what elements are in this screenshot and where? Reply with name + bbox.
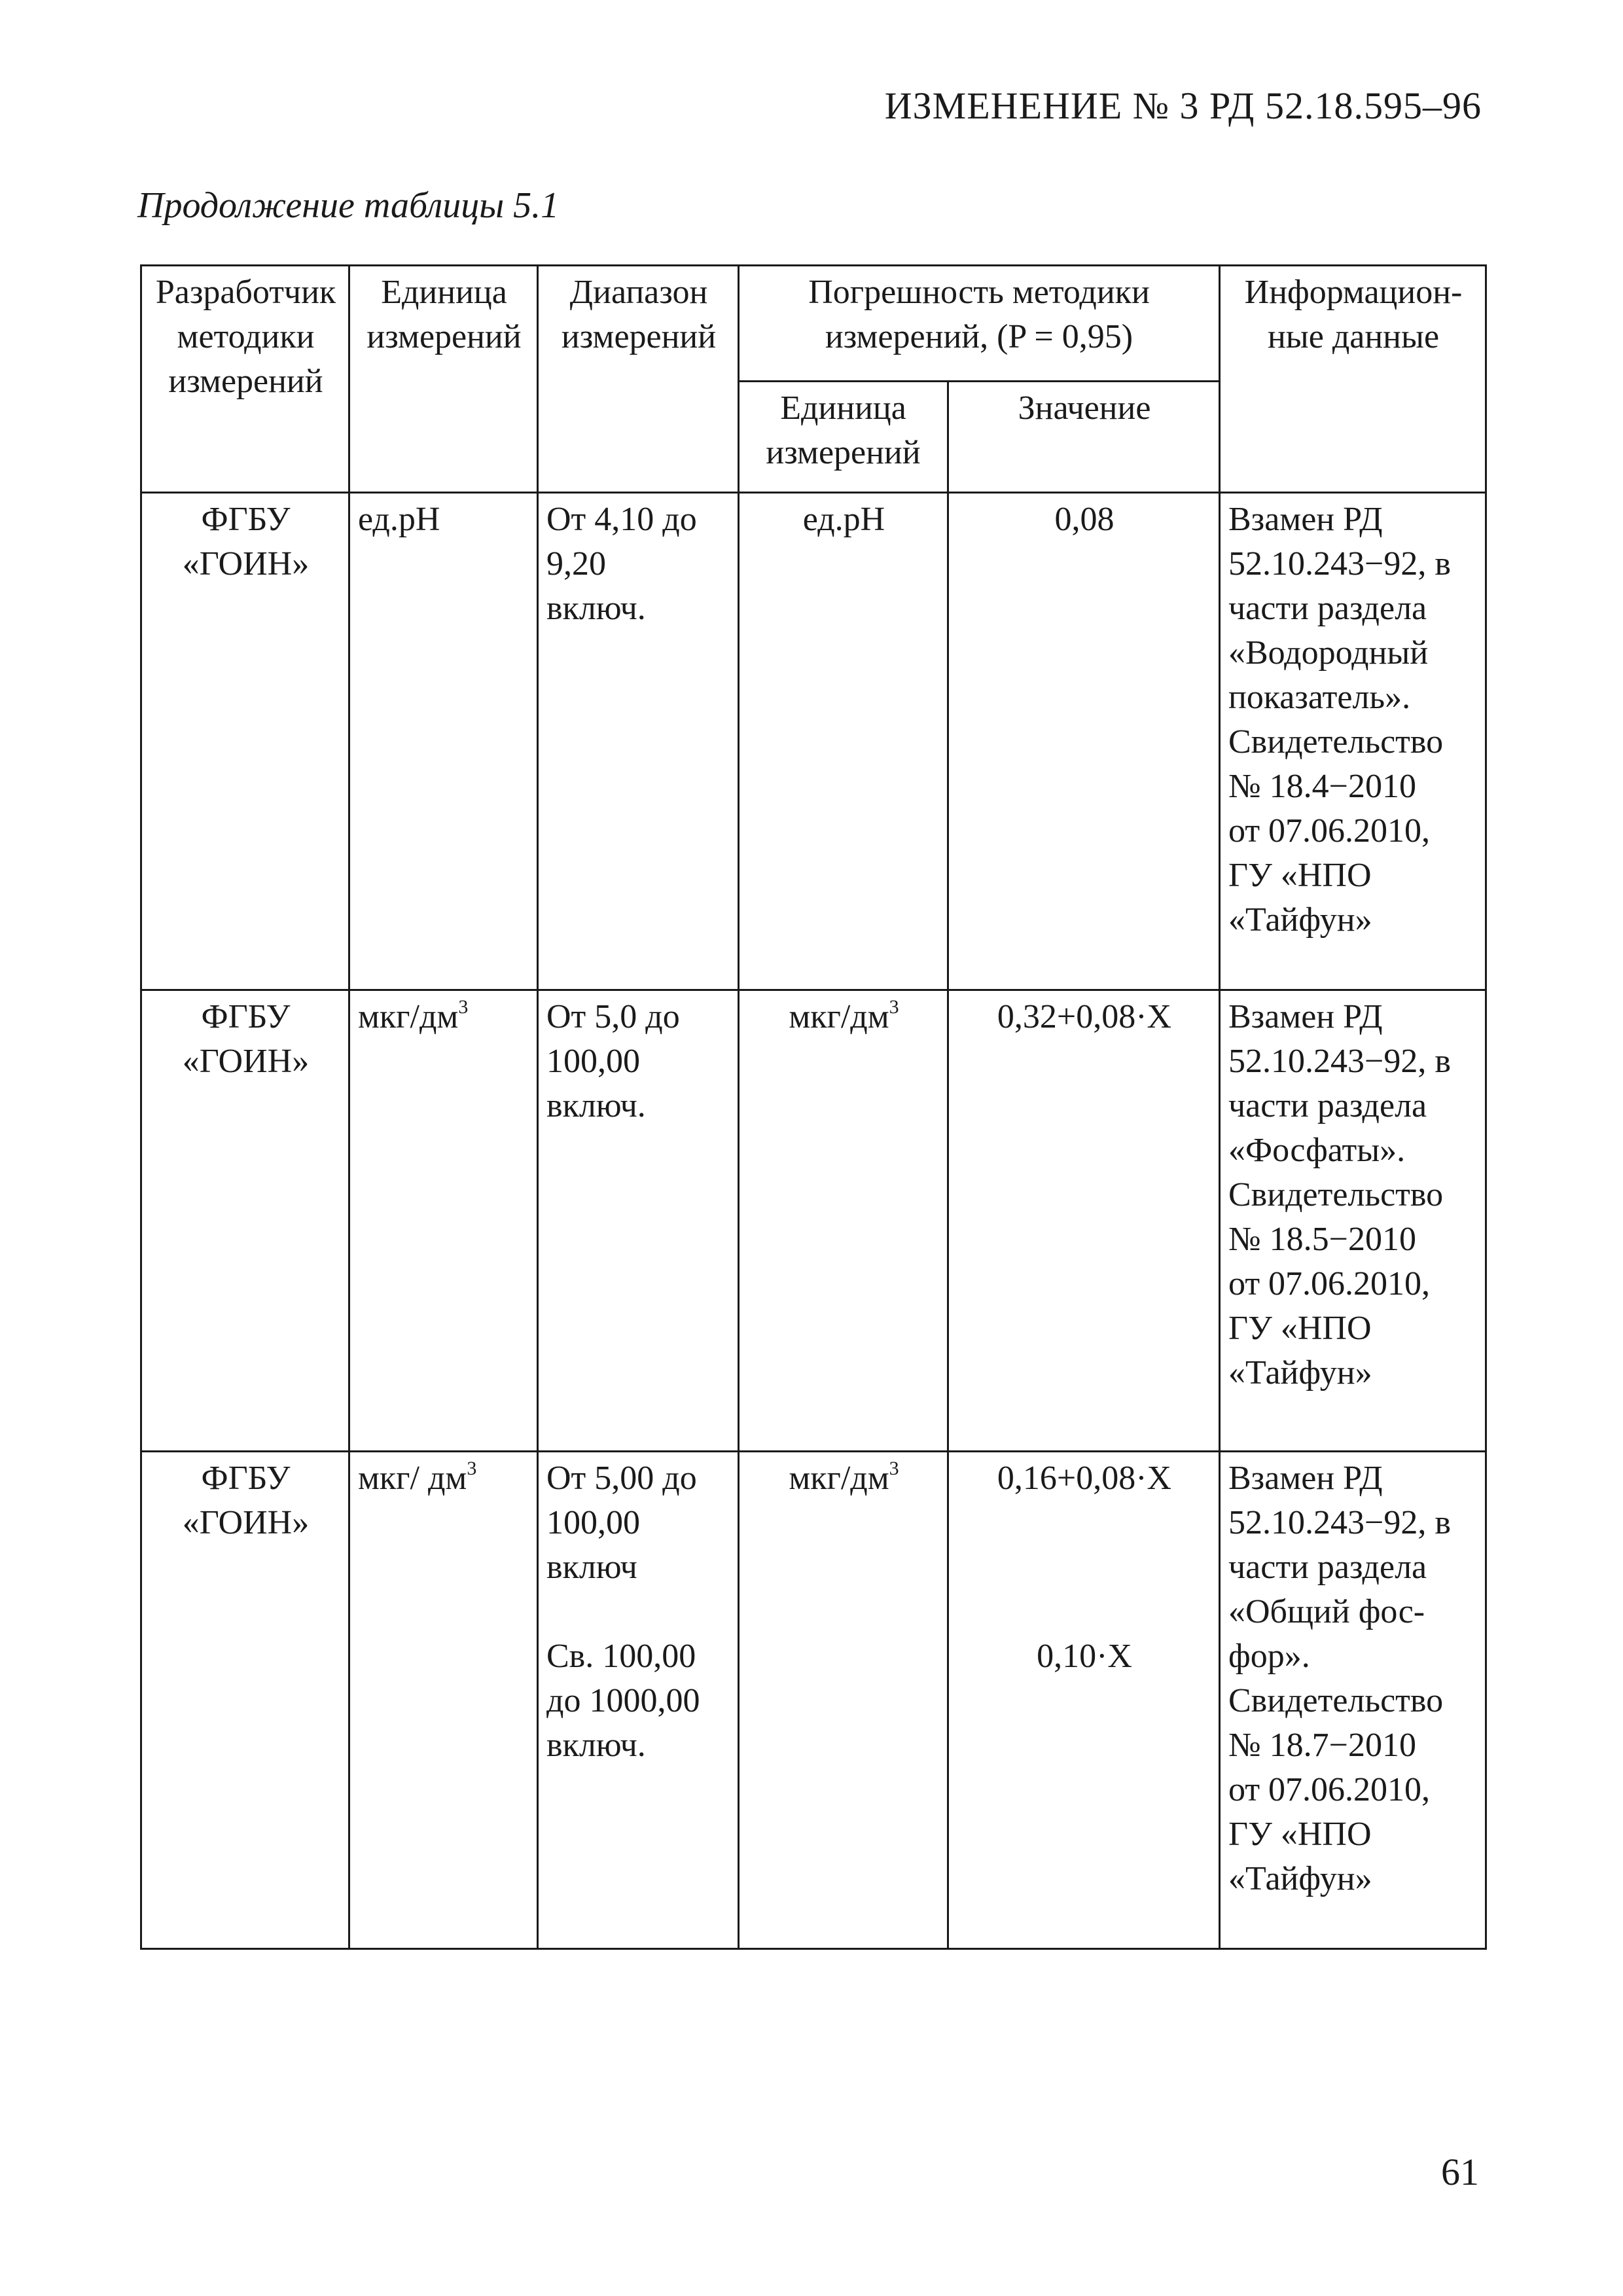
cell-line: части раздела — [1228, 1087, 1427, 1124]
developer-cell — [141, 493, 349, 990]
cell-line: от 07.06.2010, — [1228, 1265, 1431, 1302]
header-developer: Разработчик методики измерений — [141, 266, 349, 493]
cell-line: фор». — [1228, 1638, 1310, 1675]
cell-line: 9,20 — [546, 545, 606, 583]
developer-cell — [141, 990, 349, 1452]
header-info: Информацион-ные данные — [1220, 266, 1486, 493]
error-value-cell — [948, 990, 1220, 1452]
table-continuation-caption: Продолжение таблицы 5.1 — [137, 185, 560, 226]
info-cell — [1220, 990, 1486, 1452]
unit-text: мкг/дм — [789, 1460, 889, 1497]
range-cell — [538, 493, 739, 990]
cell-line: 52.10.243−92, в — [1228, 1504, 1451, 1541]
cell-line: ГУ «НПО — [1228, 1310, 1372, 1347]
cell-line: Взамен РД — [1228, 501, 1383, 538]
cell-line: От 5,0 до — [546, 998, 680, 1035]
table-row — [141, 1452, 1486, 1949]
cell-line: «ГОИН» — [182, 1043, 310, 1080]
cell-line: до 1000,00 — [546, 1682, 700, 1719]
error-unit-cell — [739, 990, 948, 1452]
cell-line: «ГОИН» — [182, 545, 310, 583]
cell-line: Св. 100,00 — [546, 1638, 696, 1675]
error-value-primary: 0,16+0,08·X — [997, 1460, 1172, 1497]
cell-line: Свидетельство — [1228, 1682, 1444, 1719]
cell-line: Взамен РД — [1228, 998, 1383, 1035]
cell-line: от 07.06.2010, — [1228, 812, 1431, 850]
cell-line: 52.10.243−92, в — [1228, 1043, 1451, 1080]
cell-line: От 5,00 до — [546, 1460, 697, 1497]
cell-line: Взамен РД — [1228, 1460, 1383, 1497]
cell-line: ГУ «НПО — [1228, 857, 1372, 894]
unit-exponent: 3 — [458, 996, 469, 1018]
cell-line: 100,00 — [546, 1504, 640, 1541]
unit-text: мкг/ дм — [358, 1460, 467, 1497]
table-row — [141, 493, 1486, 990]
cell-line: части раздела — [1228, 590, 1427, 627]
page-number: 61 — [1441, 2151, 1479, 2193]
cell-line: 100,00 — [546, 1043, 640, 1080]
header-unit: Единица измерений — [349, 266, 538, 493]
range-spacer — [546, 1590, 731, 1634]
unit-text: ед.pH — [358, 501, 440, 538]
cell-line: Свидетельство — [1228, 1176, 1444, 1213]
cell-line: «Общий фос- — [1228, 1593, 1425, 1630]
header-error-unit: Единица измерений — [739, 382, 948, 493]
cell-line: ГУ «НПО — [1228, 1816, 1372, 1853]
cell-line: включ. — [546, 590, 646, 627]
unit-cell — [349, 1452, 538, 1949]
info-cell — [1220, 493, 1486, 990]
unit-text: мкг/дм — [789, 998, 889, 1035]
cell-line: ФГБУ — [201, 501, 291, 538]
table-row — [141, 990, 1486, 1452]
range-cell — [538, 1452, 739, 1949]
cell-line: ФГБУ — [201, 1460, 291, 1497]
cell-line: «Водородный — [1228, 634, 1429, 672]
error-value-primary: 0,08 — [1054, 501, 1115, 538]
value-spacer — [957, 1590, 1212, 1634]
unit-text: мкг/дм — [358, 998, 459, 1035]
cell-line: «Тайфун» — [1228, 1860, 1372, 1897]
cell-line: включ. — [546, 1727, 646, 1764]
cell-line: 52.10.243−92, в — [1228, 545, 1451, 583]
cell-line: части раздела — [1228, 1549, 1427, 1586]
unit-text: ед.pH — [802, 501, 885, 538]
error-value-cell — [948, 493, 1220, 990]
cell-line: «ГОИН» — [182, 1504, 310, 1541]
info-cell — [1220, 1452, 1486, 1949]
unit-cell — [349, 493, 538, 990]
value-spacer — [957, 1545, 1212, 1590]
cell-line: показатель». — [1228, 679, 1411, 716]
error-value-secondary: 0,10·X — [1037, 1638, 1132, 1675]
header-error-value: Значение — [948, 382, 1220, 493]
error-unit-cell — [739, 1452, 948, 1949]
error-unit-cell — [739, 493, 948, 990]
error-value-cell — [948, 1452, 1220, 1949]
range-cell — [538, 990, 739, 1452]
cell-line: включ. — [546, 1087, 646, 1124]
cell-line: «Фосфаты». — [1228, 1132, 1406, 1169]
header-range: Диапазон измерений — [538, 266, 739, 493]
cell-line: «Тайфун» — [1228, 901, 1372, 939]
value-spacer — [957, 1501, 1212, 1545]
cell-line: От 4,10 до — [546, 501, 697, 538]
cell-line: «Тайфун» — [1228, 1354, 1372, 1391]
unit-cell — [349, 990, 538, 1452]
unit-exponent: 3 — [467, 1458, 477, 1479]
unit-exponent: 3 — [889, 1458, 899, 1479]
header-error-group: Погрешность методики измерений, (P = 0,95) — [739, 266, 1220, 382]
cell-line: № 18.5−2010 — [1228, 1221, 1416, 1258]
cell-line: ФГБУ — [201, 998, 291, 1035]
developer-cell — [141, 1452, 349, 1949]
unit-exponent: 3 — [889, 996, 899, 1018]
cell-line: включ — [546, 1549, 637, 1586]
cell-line: от 07.06.2010, — [1228, 1771, 1431, 1808]
cell-line: № 18.7−2010 — [1228, 1727, 1416, 1764]
document-header: ИЗМЕНЕНИЕ № 3 РД 52.18.595–96 — [884, 84, 1482, 127]
cell-line: № 18.4−2010 — [1228, 768, 1416, 805]
error-value-primary: 0,32+0,08·X — [997, 998, 1172, 1035]
cell-line: Свидетельство — [1228, 723, 1444, 761]
measurement-methods-table — [140, 264, 1487, 1950]
